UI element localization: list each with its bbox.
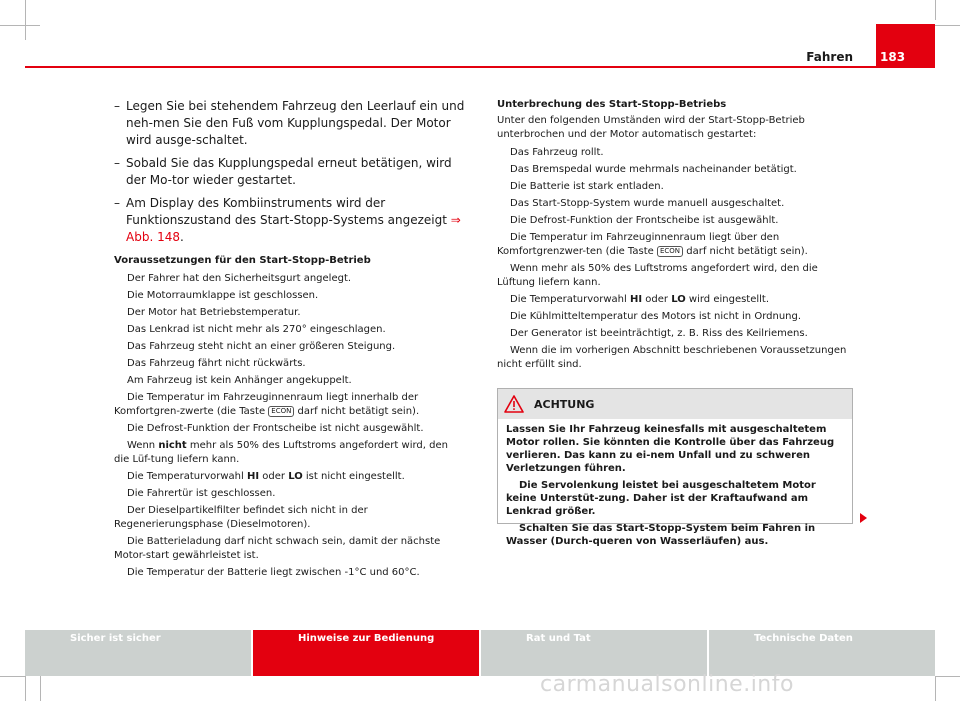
list-item <box>497 146 853 160</box>
list-item-text: Wenn <box>127 440 156 451</box>
list-item-text: Wenn die im vorherigen Abschnitt beschriebenen Voraussetzungen nicht erfüllt sind. <box>497 345 847 370</box>
hi-setting: HI <box>629 294 643 305</box>
step-text: Am Display des Kombiinstruments wird der Funktionszustand des Start-Stopp-Systems angezeigt <box>126 196 447 227</box>
list-item <box>497 214 853 228</box>
list-item-text: Das Bremspedal wurde mehrmals nacheinander betätigt. <box>510 164 797 175</box>
list-item-text: Die Temperaturvorwahl <box>127 471 244 482</box>
prerequisites-heading: Voraussetzungen für den Start-Stopp-Betrieb <box>114 255 371 266</box>
list-item-text: Das Start-Stopp-System wurde manuell ausgeschaltet. <box>510 198 785 209</box>
crop-mark <box>935 676 936 701</box>
list-item-text: Die Fahrertür ist geschlossen. <box>127 488 276 499</box>
tab-rat-und-tat[interactable]: Rat und Tat <box>481 630 709 676</box>
tab-hinweise-zur-bedienung[interactable]: Hinweise zur Bedienung <box>253 630 481 676</box>
list-item <box>497 231 853 259</box>
emphasis-text: nicht <box>158 440 187 451</box>
list-item-text: Der Motor hat Betriebstemperatur. <box>127 307 301 318</box>
list-item-text: Das Lenkrad ist nicht mehr als 270° eingeschlagen. <box>127 324 386 335</box>
watermark: carmanualsonline.info <box>540 672 794 697</box>
step-text: Legen Sie bei stehendem Fahrzeug den Leerlauf ein und neh-men Sie den Fuß vom Kupplungspedal. Der Motor wird ausge-schaltet. <box>126 99 465 147</box>
warning-header <box>498 389 852 419</box>
header-rule <box>25 66 935 68</box>
page-title: Fahren <box>806 50 853 64</box>
list-item <box>497 262 853 290</box>
list-item <box>114 289 466 303</box>
list-item-text: Die Batterie ist stark entladen. <box>510 181 664 192</box>
list-item-text: Die Temperatur im Fahrzeuginnenraum liegt innerhalb der Komfortgren-zwerte (die Taste <box>114 392 419 417</box>
instruction-step <box>114 195 466 246</box>
crop-mark <box>40 676 41 701</box>
figure-reference-link[interactable]: ⇒ Abb. 148 <box>126 213 461 244</box>
warning-bullet-text: Schalten Sie das Start-Stopp-System beim Fahren in Wasser (Durch-queren von Wasserläufen) aus. <box>506 523 816 547</box>
list-item-text: Das Fahrzeug rollt. <box>510 147 604 158</box>
step-text: Sobald Sie das Kupplungspedal erneut betätigen, wird der Mo-tor wieder gestartet. <box>126 156 452 187</box>
step-dash: – <box>114 156 120 170</box>
list-item <box>114 566 466 580</box>
crop-mark <box>0 676 25 677</box>
list-item <box>114 323 466 337</box>
list-item-text: Die Motorraumklappe ist geschlossen. <box>127 290 319 301</box>
left-column <box>114 98 466 583</box>
list-item-text: darf nicht betätigt sein). <box>297 406 420 417</box>
warning-title: ACHTUNG <box>534 398 595 411</box>
interruption-intro: Unter den folgenden Umständen wird der Start-Stopp-Betrieb unterbrochen und der Motor automatisch gestartet: <box>497 115 805 140</box>
lo-setting: LO <box>671 294 686 305</box>
list-item-text: Die Batterieladung darf nicht schwach sein, damit der nächste Motor-start gewährleistet ist. <box>114 536 441 561</box>
list-item <box>114 470 466 484</box>
instruction-step <box>114 155 466 189</box>
list-item <box>114 357 466 371</box>
crop-mark <box>935 676 960 677</box>
page-number: 183 <box>876 24 935 68</box>
list-item <box>497 327 853 341</box>
interruption-heading: Unterbrechung des Start-Stopp-Betriebs <box>497 99 727 110</box>
step-text-end: . <box>179 230 184 244</box>
list-item <box>114 272 466 286</box>
list-item <box>497 344 853 372</box>
list-item <box>497 197 853 211</box>
warning-body <box>498 419 852 548</box>
list-item-text: Die Temperaturvorwahl <box>510 294 627 305</box>
tab-sicher-ist-sicher[interactable]: Sicher ist sicher <box>25 630 253 676</box>
crop-mark <box>25 676 26 701</box>
list-item <box>497 310 853 324</box>
step-dash: – <box>114 196 120 210</box>
page-header <box>0 0 960 70</box>
list-item-text: ist nicht eingestellt. <box>305 471 405 482</box>
warning-bullet <box>506 522 844 548</box>
list-item-text: Der Fahrer hat den Sicherheitsgurt angelegt. <box>127 273 352 284</box>
list-item-text: Wenn mehr als 50% des Luftstroms angefordert wird, den die Lüftung liefern kann. <box>497 263 818 288</box>
warning-bullet <box>506 479 844 518</box>
list-item <box>114 487 466 501</box>
list-item-text: Die Kühlmitteltemperatur des Motors ist nicht in Ordnung. <box>510 311 802 322</box>
list-item-text: Das Fahrzeug fährt nicht rückwärts. <box>127 358 306 369</box>
right-column <box>497 98 853 375</box>
list-item <box>497 293 853 307</box>
list-item-text: darf nicht betätigt sein). <box>686 246 808 257</box>
warning-paragraph: Lassen Sie Ihr Fahrzeug keinesfalls mit ausgeschaltetem Motor rollen. Sie könnten die Kontrolle über das Fahrzeug verlieren. Das kann zu ei-nem Unfall und zu schweren Verletzungen führen. <box>506 424 835 474</box>
list-item <box>114 422 466 436</box>
list-item-text: Der Dieselpartikelfilter befindet sich nicht in der Regenerierungsphase (Dieselmotoren). <box>114 505 368 530</box>
warning-bullet-text: Die Servolenkung leistet bei ausgeschaltetem Motor keine Unterstüt-zung. Daher ist der Kraftaufwand am Lenkrad größer. <box>506 480 816 517</box>
list-item-text: oder <box>645 294 668 305</box>
econ-key-icon: ECON <box>657 246 683 257</box>
list-item <box>114 391 466 419</box>
warning-box <box>497 388 853 547</box>
list-item <box>114 306 466 320</box>
list-item-text: oder <box>262 471 285 482</box>
list-item <box>114 374 466 388</box>
list-item-text: Das Fahrzeug steht nicht an einer größeren Steigung. <box>127 341 396 352</box>
list-item <box>114 504 466 532</box>
warning-triangle-icon <box>504 395 524 413</box>
list-item-text: mehr als 50% des Luftstroms angefordert wird, den die Lüf-tung liefern kann. <box>114 440 448 465</box>
list-item <box>114 535 466 563</box>
hi-setting: HI <box>246 471 260 482</box>
footer-tab-bar <box>25 630 935 676</box>
lo-setting: LO <box>288 471 303 482</box>
tab-technische-daten[interactable]: Technische Daten <box>709 630 935 676</box>
econ-key-icon: ECON <box>268 406 294 417</box>
instruction-step <box>114 98 466 149</box>
list-item <box>114 439 466 467</box>
continue-arrow-icon <box>860 513 867 523</box>
list-item-text: Die Temperatur im Fahrzeuginnenraum liegt über den Komfortgrenzwer-ten (die Taste <box>497 232 780 257</box>
list-item-text: Am Fahrzeug ist kein Anhänger angekuppelt. <box>127 375 352 386</box>
list-item-text: Die Defrost-Funktion der Frontscheibe ist nicht ausgewählt. <box>127 423 424 434</box>
list-item <box>114 340 466 354</box>
step-dash: – <box>114 99 120 113</box>
list-item-text: wird eingestellt. <box>688 294 770 305</box>
list-item <box>497 180 853 194</box>
list-item-text: Der Generator ist beeinträchtigt, z. B. Riss des Keilriemens. <box>510 328 808 339</box>
list-item-text: Die Temperatur der Batterie liegt zwischen -1°C und 60°C. <box>127 567 420 578</box>
list-item <box>497 163 853 177</box>
list-item-text: Die Defrost-Funktion der Frontscheibe ist ausgewählt. <box>510 215 779 226</box>
